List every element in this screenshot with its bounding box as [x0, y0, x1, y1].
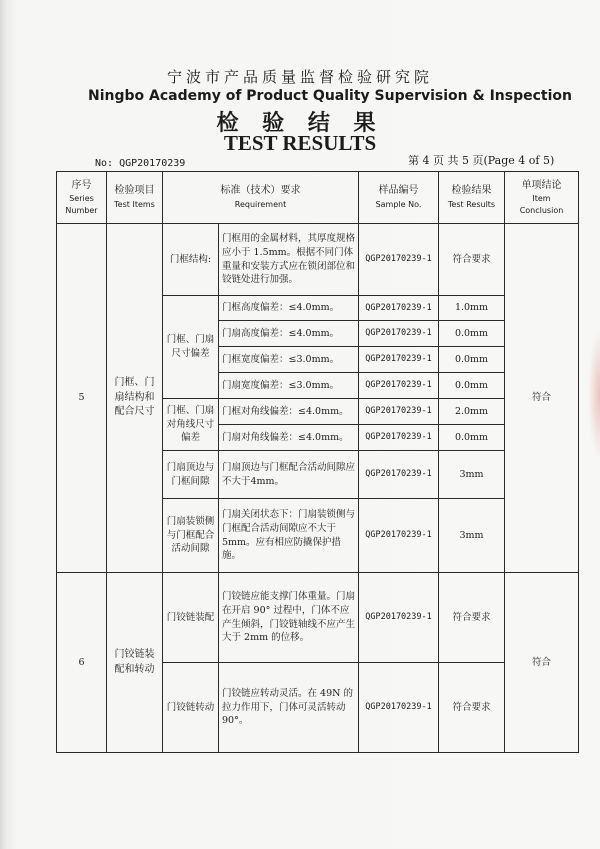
sample-no: QGP20170239-1	[359, 573, 439, 663]
test-result: 3mm	[439, 451, 505, 499]
test-result: 0.0mm	[439, 425, 505, 451]
col-header-sample: 样品编号 Sample No.	[359, 172, 439, 224]
col-header-requirement: 标准（技术）要求 Requirement	[163, 172, 359, 224]
series-number: 5	[57, 224, 107, 573]
table-row	[57, 224, 579, 296]
sub-item: 门框结构:	[163, 224, 219, 296]
test-item: 门铰链装配和转动	[107, 573, 163, 753]
sample-no: QGP20170239-1	[359, 451, 439, 499]
table-row	[57, 573, 579, 663]
requirement: 门扇顶边与门框配合活动间隙应不大于4mm。	[219, 451, 359, 499]
results-table	[56, 171, 579, 753]
sample-no: QGP20170239-1	[359, 373, 439, 399]
test-result: 0.0mm	[439, 347, 505, 373]
requirement: 门扇关闭状态下：门扇装锁侧与门框配合活动间隙应不大于5mm。应有相应防撬保护措施。	[219, 499, 359, 573]
sub-item: 门框、门扇对角线尺寸偏差	[163, 399, 219, 451]
requirement: 门框宽度偏差：≤3.0mm。	[219, 347, 359, 373]
col-header-no: 序号 Series Number	[57, 172, 107, 224]
col-header-item: 检验项目 Test Items	[107, 172, 163, 224]
test-result: 符合要求	[439, 663, 505, 753]
test-item: 门框、门扇结构和配合尺寸	[107, 224, 163, 573]
series-number: 6	[57, 573, 107, 753]
report-title-cn: 检 验 结 果	[216, 110, 384, 136]
sample-no: QGP20170239-1	[359, 347, 439, 373]
sub-item: 门扇顶边与门框间隙	[163, 451, 219, 499]
requirement: 门扇宽度偏差：≤3.0mm。	[219, 373, 359, 399]
sample-no: QGP20170239-1	[359, 399, 439, 425]
requirement: 门框对角线偏差：≤4.0mm。	[219, 399, 359, 425]
requirement: 门扇对角线偏差：≤4.0mm。	[219, 425, 359, 451]
institute-name-cn: 宁波市产品质量监督检验研究院	[166, 68, 433, 86]
seal-stamp-edge	[588, 330, 600, 460]
requirement: 门框用的金属材料，其厚度规格应小于 1.5mm。根据不同门体重量和安装方式应在锁闭部位和铰链处进行加强。	[219, 224, 359, 296]
sub-item: 门框、门扇尺寸偏差	[163, 296, 219, 399]
test-result: 1.0mm	[439, 296, 505, 321]
sample-no: QGP20170239-1	[359, 321, 439, 347]
test-result: 符合要求	[439, 573, 505, 663]
sample-no: QGP20170239-1	[359, 296, 439, 321]
requirement: 门铰链应能支撑门体重量。门扇在开启 90° 过程中，门体不应产生倾斜，门铰链轴线不应产生大于 2mm 的位移。	[219, 573, 359, 663]
table-header-row	[57, 172, 579, 224]
test-result: 2.0mm	[439, 399, 505, 425]
sample-no: QGP20170239-1	[359, 499, 439, 573]
report-title-en: TEST RESULTS	[223, 131, 377, 155]
test-result: 3mm	[439, 499, 505, 573]
requirement: 门扇高度偏差：≤4.0mm。	[219, 321, 359, 347]
sample-no: QGP20170239-1	[359, 663, 439, 753]
col-header-conclusion: 单项结论 Item Conclusion	[505, 172, 579, 224]
sample-no: QGP20170239-1	[359, 224, 439, 296]
institute-name-en: Ningbo Academy of Product Quality Supervision & Inspection	[88, 88, 572, 104]
page-indicator: 第 4 页 共 5 页(Page 4 of 5)	[408, 154, 555, 167]
requirement: 门铰链应转动灵活。在 49N 的拉力作用下，门体可灵活转动 90°。	[219, 663, 359, 753]
report-number: No: QGP20170239	[95, 158, 186, 169]
sub-item: 门铰链装配	[163, 573, 219, 663]
sub-item: 门铰链转动	[163, 663, 219, 753]
requirement: 门框高度偏差：≤4.0mm。	[219, 296, 359, 321]
col-header-result: 检验结果 Test Results	[439, 172, 505, 224]
item-conclusion: 符合	[505, 224, 579, 573]
sub-item: 门扇装锁侧与门框配合活动间隙	[163, 499, 219, 573]
sample-no: QGP20170239-1	[359, 425, 439, 451]
test-result: 符合要求	[439, 224, 505, 296]
item-conclusion: 符合	[505, 573, 579, 753]
test-result: 0.0mm	[439, 321, 505, 347]
test-result: 0.0mm	[439, 373, 505, 399]
